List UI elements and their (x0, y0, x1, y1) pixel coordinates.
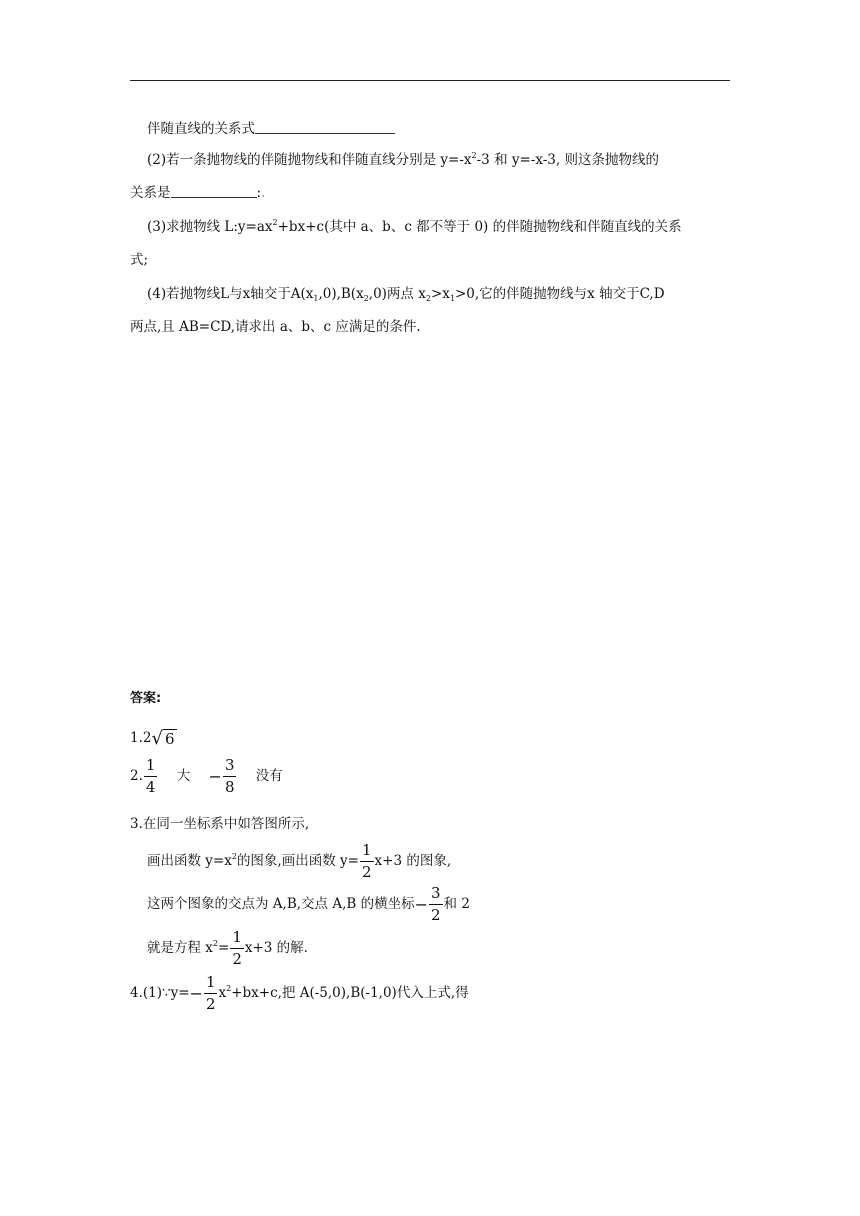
answer-text: 2. (130, 768, 143, 784)
answer-text: 这两个图象的交点为 A,B,交点 A,B 的横坐标 (147, 896, 415, 912)
minus-sign: − (208, 767, 222, 786)
problem-text: 伴随直线的关系式 (147, 121, 255, 137)
answer-text: 就是方程 x (147, 940, 213, 956)
problem-text: >0,它的伴随抛物线与x 轴交于C,D (454, 286, 665, 302)
minus-sign: − (189, 984, 203, 1003)
superscript: 2 (471, 151, 477, 160)
denominator: 2 (431, 906, 441, 924)
answer-3-line-3 (147, 886, 470, 923)
subscript: 1 (449, 294, 455, 303)
fraction (223, 758, 237, 795)
numerator: 3 (429, 886, 443, 905)
answer-text: 和 2 (443, 896, 470, 912)
answer-text: 的图象,画出函数 y= (236, 853, 359, 869)
problem-part-4-line-2 (130, 315, 421, 335)
answer-text: 画出函数 y=x (147, 853, 232, 869)
answer-2 (130, 758, 283, 795)
answer-3-line-4 (147, 930, 308, 967)
answer-text: 4.(1)∵y= (130, 985, 190, 1001)
problem-text: -3 和 y=-x-3, 则这条抛物线的 (476, 152, 659, 168)
subscript: 2 (425, 294, 431, 303)
problem-text: (4)若抛物线L与x轴交于A(x (147, 286, 314, 302)
answer-3-line-2 (147, 843, 451, 880)
problem-text: >x (430, 286, 450, 302)
problem-part-2-line-2 (130, 181, 265, 201)
problem-text: ,0)两点 x (368, 286, 426, 302)
numerator: 1 (360, 843, 374, 862)
problem-text: ,0),B(x (318, 286, 364, 302)
problem-text: 两点,且 AB=CD,请求出 a、b、c 应满足的条件. (130, 319, 421, 335)
denominator: 8 (224, 778, 235, 796)
superscript: 2 (231, 852, 237, 861)
problem-text: (3)求抛物线 L:y=ax (147, 219, 273, 235)
denominator: 4 (145, 778, 156, 796)
superscript: 2 (272, 218, 278, 227)
problem-line-1 (147, 117, 395, 137)
answer-text: 1.2 (130, 730, 152, 746)
answer-text: x+3 的图象, (374, 853, 452, 869)
subscript: 2 (363, 294, 369, 303)
denominator: 2 (232, 950, 242, 968)
minus-sign: − (414, 895, 428, 914)
fraction (230, 930, 244, 967)
problem-text: 关系是 (130, 185, 171, 201)
answer-text: x (218, 985, 227, 1001)
subscript: 1 (313, 294, 319, 303)
superscript: 2 (226, 984, 232, 993)
problem-text: +bx+c(其中 a、b、c 都不等于 0) 的伴随抛物线和伴随直线的关系 (277, 219, 682, 235)
numerator: 1 (204, 975, 218, 994)
mark-dot: . (261, 185, 266, 201)
answers-heading: 答案: (130, 691, 162, 706)
problem-text: (2)若一条抛物线的伴随抛物线和伴随直线分别是 y=-x (147, 152, 472, 168)
problem-text: 式; (130, 252, 149, 268)
fraction (429, 886, 443, 923)
answer-blank (171, 185, 257, 198)
denominator: 2 (361, 863, 372, 881)
numerator: 3 (223, 758, 237, 777)
numerator: 1 (144, 758, 158, 777)
superscript: 2 (212, 939, 218, 948)
answer-text: = (218, 940, 230, 956)
problem-part-3 (147, 215, 682, 235)
fraction (204, 975, 218, 1012)
denominator: 2 (205, 995, 216, 1013)
answer-text: x+3 的解. (244, 940, 308, 956)
answer-text: +bx+c,把 A(-5,0),B(-1,0)代入上式,得 (231, 985, 469, 1001)
fraction (144, 758, 158, 795)
answer-text: 大 (176, 768, 191, 784)
problem-text: : (256, 185, 262, 201)
problem-part-3-line-2 (130, 248, 148, 268)
problem-part-4 (147, 282, 665, 303)
sqrt-expression: √ 6 (151, 728, 175, 749)
answer-text: 没有 (255, 768, 283, 784)
numerator: 1 (230, 930, 244, 949)
header-rule (130, 80, 730, 81)
answer-3-line-1: 3.在同一坐标系中如答图所示, (130, 816, 310, 832)
answer-blank (255, 121, 395, 134)
fraction (360, 843, 374, 880)
problem-part-2 (147, 148, 659, 168)
answer-1 (130, 728, 177, 749)
answer-4 (130, 975, 469, 1012)
radicand: 6 (164, 730, 175, 748)
